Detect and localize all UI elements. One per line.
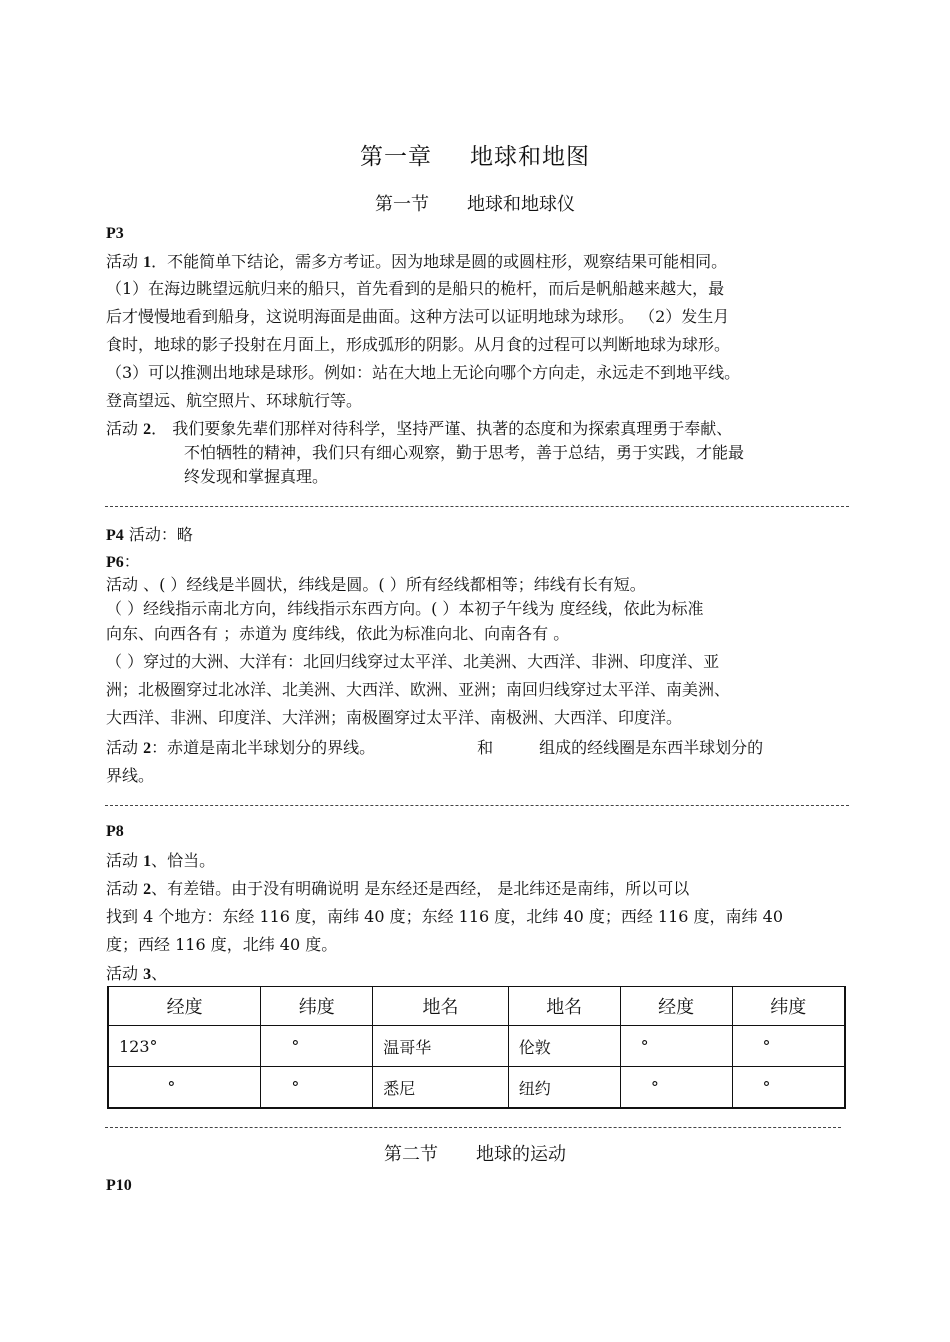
section-title: 地球和地球仪 xyxy=(467,194,575,215)
chapter-title: 地球和地图 xyxy=(470,144,590,170)
table-cell: ° xyxy=(732,1067,845,1109)
page-ref-p6: P6： xyxy=(106,554,140,571)
table-cell: 温哥华 xyxy=(373,1026,509,1067)
table-cell: ° xyxy=(732,1026,845,1067)
table-cell: ° xyxy=(261,1026,373,1067)
table-cell: ° xyxy=(108,1067,261,1109)
divider xyxy=(105,1127,841,1128)
table-cell: ° xyxy=(261,1067,373,1109)
section-label: 第二节 xyxy=(384,1144,438,1165)
table-header-cell: 经度 xyxy=(108,987,261,1026)
p8-activity-1: 活动 1、恰当。 xyxy=(106,851,216,870)
p6-line-4: （ ）穿过的大洲、大洋有：北回归线穿过太平洋、北美洲、大西洋、非洲、印度洋、亚 xyxy=(106,652,720,671)
table-cell: 纽约 xyxy=(508,1067,620,1109)
p3-activity-2-line-1: 活动 2． 我们要象先辈们那样对待科学，坚持严谨、执著的态度和为探索真理勇于奉献、 xyxy=(106,419,733,438)
section-heading-2 xyxy=(0,1140,950,1166)
p8-activity-2-line-3: 度；西经 116 度，北纬 40 度。 xyxy=(106,935,338,954)
p4-line: P4 活动：略 xyxy=(106,525,193,544)
table-header-cell: 地名 xyxy=(508,987,620,1026)
page-ref-p10: P10 xyxy=(106,1177,132,1194)
page-ref-p8: P8 xyxy=(106,823,124,840)
p3-activity-2-line-3: 终发现和掌握真理。 xyxy=(184,467,329,486)
table-cell: ° xyxy=(620,1067,732,1109)
p3-activity-1-line-2: （1）在海边眺望远航归来的船只，首先看到的是船只的桅杆，而后是帆船越来越大，最 xyxy=(106,279,725,298)
section-title: 地球的运动 xyxy=(476,1144,566,1165)
section-label: 第一节 xyxy=(375,194,429,215)
table-cell: ° xyxy=(620,1026,732,1067)
p3-activity-2-line-2: 不怕牺牲的精神，我们只有细心观察，勤于思考，善于总结，勇于实践，才能最 xyxy=(184,443,745,462)
coordinates-table xyxy=(107,986,846,1109)
table-row xyxy=(108,1026,845,1067)
table-cell: 伦敦 xyxy=(508,1026,620,1067)
p6-line-5: 洲；北极圈穿过北冰洋、北美洲、大西洋、欧洲、亚洲；南回归线穿过太平洋、南美洲、 xyxy=(106,680,731,699)
table-header-cell: 地名 xyxy=(373,987,509,1026)
table-row xyxy=(108,1067,845,1109)
table-header-cell: 经度 xyxy=(620,987,732,1026)
table-header-row xyxy=(108,987,845,1026)
p6-line-2: （ ）经线指示南北方向，纬线指示东西方向。( ）本初子午线为 度经线，依此为标准 xyxy=(106,599,704,618)
section-heading-1 xyxy=(0,190,950,216)
p6-line-1: 活动 、( ）经线是半圆状，纬线是圆。( ）所有经线都相等；纬线有长有短。 xyxy=(106,575,646,594)
table-header-cell: 纬度 xyxy=(732,987,845,1026)
divider xyxy=(105,506,849,507)
p3-activity-1-line-4: 食时，地球的影子投射在月面上，形成弧形的阴影。从月食的过程可以判断地球为球形。 xyxy=(106,335,731,354)
p3-activity-1-line-1: 活动 1．不能简单下结论，需多方考证。因为地球是圆的或圆柱形，观察结果可能相同。 xyxy=(106,252,728,271)
p8-activity-3: 活动 3、 xyxy=(106,964,168,983)
chapter-heading xyxy=(0,138,950,171)
table-cell: 悉尼 xyxy=(373,1067,509,1109)
p3-activity-1-line-5: （3）可以推测出地球是球形。例如：站在大地上无论向哪个方向走，永远走不到地平线。 xyxy=(106,363,741,382)
p8-activity-2-line-1: 活动 2、有差错。由于没有明确说明 是东经还是西经， 是北纬还是南纬，所以可以 xyxy=(106,879,690,898)
p6-activity-2-line-2: 界线。 xyxy=(106,766,155,785)
p8-activity-2-line-2: 找到 4 个地方：东经 116 度，南纬 40 度；东经 116 度，北纬 40 度；西经 116 度，南纬 40 xyxy=(106,907,783,926)
table-cell: 123° xyxy=(108,1026,261,1067)
p6-activity-2-line-1: 活动 2：赤道是南北半球划分的界线。 和 组成的经线圈是东西半球划分的 xyxy=(106,738,764,757)
p6-line-6: 大西洋、非洲、印度洋、大洋洲；南极圈穿过太平洋、南极洲、大西洋、印度洋。 xyxy=(106,708,683,727)
table-header-cell: 纬度 xyxy=(261,987,373,1026)
p6-line-3: 向东、向西各有 ；赤道为 度纬线，依此为标准向北、向南各有 。 xyxy=(106,624,570,643)
divider xyxy=(105,805,849,806)
p3-activity-1-line-6: 登高望远、航空照片、环球航行等。 xyxy=(106,391,363,410)
page-ref-p3: P3 xyxy=(106,225,124,242)
p3-activity-1-line-3: 后才慢慢地看到船身，这说明海面是曲面。这种方法可以证明地球为球形。 （2）发生月 xyxy=(106,307,730,326)
chapter-label: 第一章 xyxy=(360,144,432,170)
